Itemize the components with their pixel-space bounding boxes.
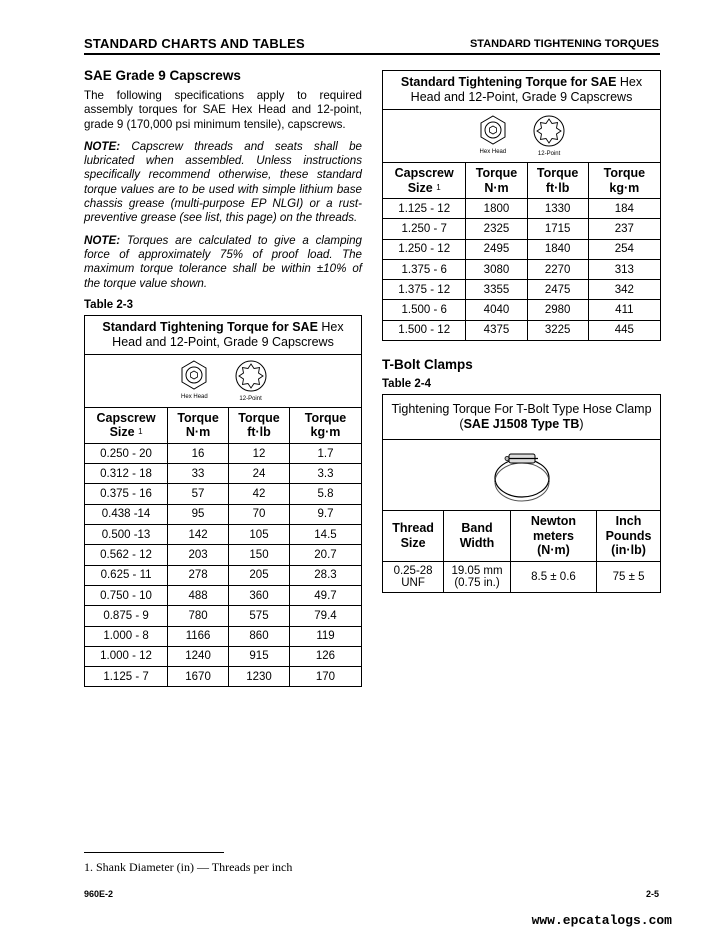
table-cell: 1.7 [289, 443, 361, 463]
table-cell: 278 [168, 565, 229, 585]
column-header: Newton meters (N·m) [510, 511, 596, 562]
table-cell: 780 [168, 606, 229, 626]
table-cell: 488 [168, 585, 229, 605]
table-cell: 126 [289, 646, 361, 666]
table-cell: 0.375 - 16 [85, 484, 168, 504]
table-row [85, 606, 362, 626]
table-cell: 575 [229, 606, 290, 626]
torque-table-right [382, 70, 661, 341]
table-cell: 184 [588, 199, 660, 219]
column-header: Torque N·m [168, 407, 229, 443]
table-title: Standard Tightening Torque for SAE Hex Head and 12-Point, Grade 9 Capscrews [383, 71, 661, 110]
header-section: STANDARD TIGHTENING TORQUES [469, 38, 659, 50]
bolt-head-icons [383, 110, 661, 163]
table-cell: 28.3 [289, 565, 361, 585]
table-cell: 79.4 [289, 606, 361, 626]
column-header: Torque kg·m [588, 163, 660, 199]
header-title: STANDARD CHARTS AND TABLES [84, 36, 305, 51]
twelve-point-icon: 12-Point [533, 115, 565, 157]
table-title: Standard Tightening Torque for SAE Hex Head and 12-Point, Grade 9 Capscrews [85, 315, 362, 354]
section-heading-grade9: SAE Grade 9 Capscrews [84, 68, 241, 83]
table-cell: 3355 [466, 280, 527, 300]
table-cell: 915 [229, 646, 290, 666]
table-cell: 1.000 - 12 [85, 646, 168, 666]
table-cell: 0.875 - 9 [85, 606, 168, 626]
bolt-head-icons [85, 354, 362, 407]
table-cell: 95 [168, 504, 229, 524]
table-cell: 2325 [466, 219, 527, 239]
table-cell: 203 [168, 545, 229, 565]
column-header: Inch Pounds (in·lb) [597, 511, 661, 562]
table-cell: 0.500 -13 [85, 525, 168, 545]
table-row [383, 320, 661, 340]
table-cell: 24 [229, 464, 290, 484]
table-cell: 1.500 - 12 [383, 320, 466, 340]
torque-table-left [84, 315, 362, 688]
table-cell: 33 [168, 464, 229, 484]
table-cell: 342 [588, 280, 660, 300]
table-row [85, 545, 362, 565]
hex-head-icon: Hex Head [478, 115, 508, 155]
table-cell: 3080 [466, 259, 527, 279]
footer-page-number: 2-5 [645, 889, 659, 899]
footer-doc-id: 960E-2 [84, 889, 114, 899]
table-title: Tightening Torque For T-Bolt Type Hose Clamp (SAE J1508 Type TB) [383, 395, 661, 440]
table-cell: 1230 [229, 667, 290, 687]
table-row [383, 300, 661, 320]
table-cell: 360 [229, 585, 290, 605]
right-column [382, 70, 661, 593]
table-row [383, 280, 661, 300]
column-header-row [383, 163, 661, 199]
table-cell: 2495 [466, 239, 527, 259]
table-row [383, 219, 661, 239]
newton-meters-cell: 8.5 ± 0.6 [510, 561, 596, 592]
table-cell: 3225 [527, 320, 588, 340]
table-cell: 1840 [527, 239, 588, 259]
table-cell: 5.8 [289, 484, 361, 504]
table-body [85, 443, 362, 687]
table-cell: 1.125 - 12 [383, 199, 466, 219]
table-cell: 119 [289, 626, 361, 646]
footnote-rule [84, 852, 224, 853]
table-cell: 1.125 - 7 [85, 667, 168, 687]
table-2-4-label: Table 2-4 [382, 378, 431, 391]
note-label: NOTE: [84, 139, 121, 153]
table-cell: 57 [168, 484, 229, 504]
table-cell: 1670 [168, 667, 229, 687]
table-cell: 1715 [527, 219, 588, 239]
table-cell: 70 [229, 504, 290, 524]
table-row [85, 484, 362, 504]
table-cell: 0.562 - 12 [85, 545, 168, 565]
table-cell: 1.000 - 8 [85, 626, 168, 646]
table-2-3-label: Table 2-3 [84, 298, 133, 311]
table-row [85, 565, 362, 585]
table-row [383, 561, 661, 592]
table-cell: 254 [588, 239, 660, 259]
table-cell: 4375 [466, 320, 527, 340]
table-cell: 42 [229, 484, 290, 504]
table-row [85, 464, 362, 484]
hose-clamp-icon [383, 440, 661, 511]
table-cell: 1.500 - 6 [383, 300, 466, 320]
table-cell: 2475 [527, 280, 588, 300]
hex-head-icon: Hex Head [179, 360, 209, 400]
note-lubrication [84, 140, 362, 226]
column-header: Torque ft·lb [527, 163, 588, 199]
table-row [85, 525, 362, 545]
table-cell: 0.438 -14 [85, 504, 168, 524]
table-cell: 1800 [466, 199, 527, 219]
column-header: Thread Size [383, 511, 444, 562]
watermark: www.epcatalogs.com [531, 913, 672, 928]
table-cell: 1.375 - 12 [383, 280, 466, 300]
table-cell: 1.250 - 12 [383, 239, 466, 259]
table-cell: 1166 [168, 626, 229, 646]
tbolt-clamp-table [382, 394, 661, 593]
table-cell: 14.5 [289, 525, 361, 545]
table-cell: 0.625 - 11 [85, 565, 168, 585]
table-row [85, 646, 362, 666]
table-cell: 2980 [527, 300, 588, 320]
table-cell: 1.250 - 7 [383, 219, 466, 239]
footnote: 1. Shank Diameter (in) — Threads per inch [84, 860, 293, 874]
note-clamping [84, 234, 362, 291]
column-header-row [85, 407, 362, 443]
table-cell: 20.7 [289, 545, 361, 565]
column-header: Capscrew Size $^1$ [383, 163, 466, 199]
table-row [85, 504, 362, 524]
table-cell: 445 [588, 320, 660, 340]
twelve-point-icon: 12-Point [235, 360, 267, 402]
intro-paragraph: The following specifications apply to required assembly torques for SAE Hex Head and 12-point, grade 9 (170,000 psi minimum tensile), capscrews. [84, 89, 362, 131]
column-header: Band Width [444, 511, 511, 562]
inch-pounds-cell: 75 ± 5 [597, 561, 661, 592]
column-header: Torque N·m [466, 163, 527, 199]
table-row [85, 585, 362, 605]
header-rule [84, 53, 660, 55]
table-cell: 49.7 [289, 585, 361, 605]
column-header: Capscrew Size $^1$ [85, 407, 168, 443]
table-cell: 1.375 - 6 [383, 259, 466, 279]
table-cell: 9.7 [289, 504, 361, 524]
table-cell: 2270 [527, 259, 588, 279]
table-cell: 0.312 - 18 [85, 464, 168, 484]
table-cell: 142 [168, 525, 229, 545]
left-column [84, 68, 362, 687]
note-text: Torques are calculated to give a clamping force of approximately 75% of proof load. The maximum torque tolerance shall be within ±10% of the torque value shown. [84, 233, 362, 290]
table-cell: 0.750 - 10 [85, 585, 168, 605]
column-header: Torque kg·m [289, 407, 361, 443]
note-text: Capscrew threads and seats shall be lubricated when assembled. Unless instructions specifically recommend otherwise, these standard torque values are to be used with simple lithium base chassis grease (multi-purpose EP NLGI) or a rust-preventive grease (see list, this page) on the threads. [84, 139, 362, 225]
table-cell: 16 [168, 443, 229, 463]
table-row [383, 239, 661, 259]
table-body [383, 199, 661, 341]
table-cell: 150 [229, 545, 290, 565]
table-row [85, 626, 362, 646]
table-cell: 0.250 - 20 [85, 443, 168, 463]
table-cell: 860 [229, 626, 290, 646]
table-row [85, 667, 362, 687]
table-cell: 1240 [168, 646, 229, 666]
table-row [85, 443, 362, 463]
table-cell: 12 [229, 443, 290, 463]
table-row [383, 199, 661, 219]
table-cell: 237 [588, 219, 660, 239]
table-cell: 3.3 [289, 464, 361, 484]
band-width-cell: 19.05 mm (0.75 in.) [444, 561, 511, 592]
table-cell: 4040 [466, 300, 527, 320]
table-row [383, 259, 661, 279]
section-heading-tbolt: T-Bolt Clamps [382, 357, 473, 373]
note-label: NOTE: [84, 233, 121, 247]
table-cell: 170 [289, 667, 361, 687]
table-cell: 313 [588, 259, 660, 279]
thread-size-cell: 0.25-28 UNF [383, 561, 444, 592]
table-cell: 1330 [527, 199, 588, 219]
table-cell: 105 [229, 525, 290, 545]
table-cell: 411 [588, 300, 660, 320]
table-cell: 205 [229, 565, 290, 585]
column-header: Torque ft·lb [229, 407, 290, 443]
column-header-row [383, 511, 661, 562]
